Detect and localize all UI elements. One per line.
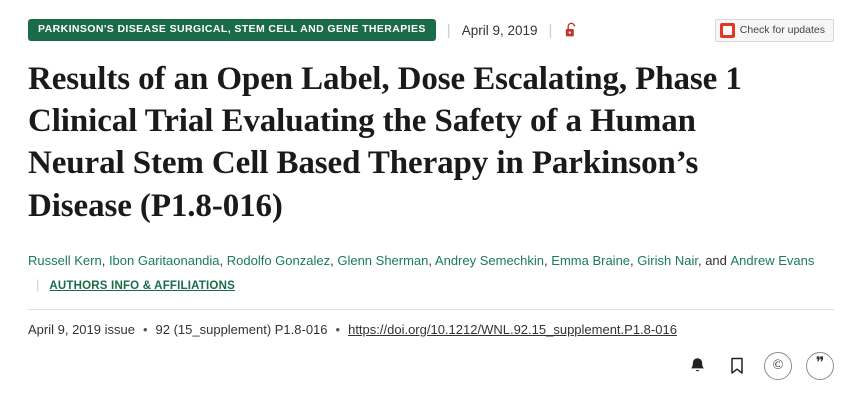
header-divider — [28, 309, 834, 310]
open-lock-icon[interactable] — [565, 22, 578, 38]
meta-separator-1: | — [446, 21, 451, 39]
copyright-icon[interactable]: © — [764, 352, 792, 380]
author-delimiter: , — [219, 252, 227, 268]
author-link[interactable]: Andrew Evans — [730, 252, 815, 268]
author-affiliation-separator: | — [36, 276, 40, 292]
doi-link[interactable]: https://doi.org/10.1212/WNL.92.15_supplement.P1.8-016 — [348, 322, 677, 338]
crossmark-icon — [720, 23, 735, 38]
page-title: Results of an Open Label, Dose Escalating, Phase 1 Clinical Trial Evaluating the Safety of a Human Neural Stem Cell Based Therapy in Parkinson’s Disease (P1.8-016) — [28, 61, 742, 224]
meta-separator-2: | — [548, 21, 553, 39]
volume-info: 92 (15_supplement) P1.8-016 — [155, 322, 328, 338]
topic-badge[interactable]: PARKINSON'S DISEASE SURGICAL, STEM CELL AND GENE THERAPIES — [28, 19, 436, 41]
publication-date: April 9, 2019 — [461, 22, 538, 38]
author-link[interactable]: Rodolfo Gonzalez — [226, 252, 331, 268]
author-conjunction: and — [705, 252, 727, 268]
author-delimiter: , — [697, 252, 706, 268]
author-delimiter: , — [630, 252, 638, 268]
author-link[interactable]: Andrey Semechkin — [434, 252, 545, 268]
author-link[interactable]: Emma Braine — [551, 252, 631, 268]
author-link[interactable]: Russell Kern — [28, 252, 102, 268]
author-delimiter: , — [330, 252, 338, 268]
author-link[interactable]: Girish Nair — [637, 252, 698, 268]
author-link[interactable]: Ibon Garitaonandia — [108, 252, 220, 268]
check-for-updates-button[interactable] — [715, 19, 834, 42]
article-action-bar — [684, 352, 834, 380]
author-link[interactable]: Glenn Sherman — [337, 252, 429, 268]
author-delimiter: , — [101, 252, 109, 268]
issue-info — [28, 322, 834, 337]
issue-bullet-2: • — [335, 322, 341, 338]
article-meta-row — [28, 0, 834, 46]
author-delimiter: , — [544, 252, 552, 268]
authors-info-affiliations-link[interactable]: AUTHORS INFO & AFFILIATIONS — [49, 279, 235, 292]
issue-bullet-1: • — [142, 322, 148, 338]
author-delimiter: , — [428, 252, 435, 268]
author-list — [28, 249, 818, 297]
quote-icon[interactable]: ❞ — [806, 352, 834, 380]
bookmark-icon[interactable] — [724, 353, 750, 379]
issue-label[interactable]: April 9, 2019 issue — [28, 322, 135, 338]
bell-icon[interactable] — [684, 353, 710, 379]
check-for-updates-label: Check for updates — [739, 24, 825, 36]
